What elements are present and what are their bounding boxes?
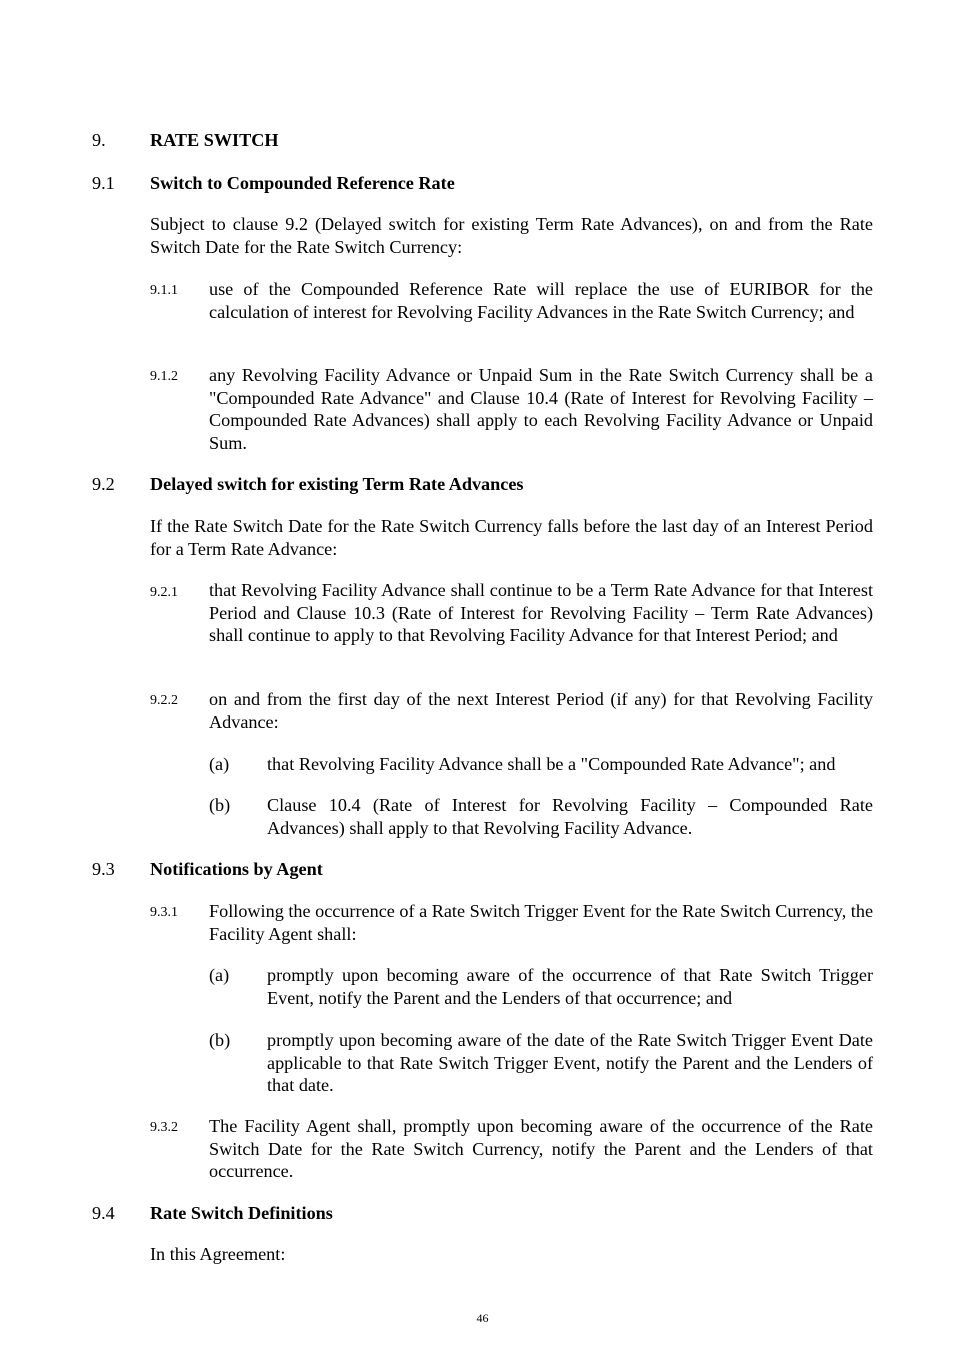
- item-number-9-2-2: 9.2.2: [150, 693, 178, 708]
- clause-intro-9-2: If the Rate Switch Date for the Rate Switch Currency falls before the last day of an Interest Period for a Term Rate Advance:: [150, 516, 873, 559]
- clause-heading-9-3: Notifications by Agent: [150, 859, 323, 879]
- item-text-9-1-2: any Revolving Facility Advance or Unpaid Sum in the Rate Switch Currency shall be a "Compounded Rate Advance" and Clause 10.4 (Rate of Interest for Revolving Facility – Compounded Rate Advances) shall apply to each Revolving Facility Advance or Unpaid Sum.: [209, 365, 873, 453]
- section-number: 9.: [92, 130, 106, 150]
- item-number-9-1-2: 9.1.2: [150, 369, 178, 384]
- subitem-label-9-3-1-a: (a): [209, 965, 230, 985]
- item-number-9-2-1: 9.2.1: [150, 585, 178, 600]
- subitem-text-9-2-2-a: that Revolving Facility Advance shall be a "Compounded Rate Advance"; and: [267, 754, 836, 774]
- subitem-label-9-2-2-a: (a): [209, 754, 230, 774]
- subitem-text-9-3-1-a: promptly upon becoming aware of the occurrence of that Rate Switch Trigger Event, notify the Parent and the Lenders of that occurrence; and: [267, 965, 873, 1008]
- item-text-9-3-1: Following the occurrence of a Rate Switch Trigger Event for the Rate Switch Currency, the Facility Agent shall:: [209, 901, 874, 944]
- item-number-9-1-1: 9.1.1: [150, 283, 178, 298]
- item-text-9-2-1: that Revolving Facility Advance shall continue to be a Term Rate Advance for that Interest Period and Clause 10.3 (Rate of Interest for Revolving Facility – Term Rate Advances) shall continue to apply to that Revolving Facility Advance for that Interest Period; and: [209, 580, 873, 645]
- clause-heading-9-2: Delayed switch for existing Term Rate Advances: [150, 474, 524, 494]
- subitem-label-9-3-1-b: (b): [209, 1030, 231, 1050]
- subitem-text-9-2-2-b: Clause 10.4 (Rate of Interest for Revolving Facility – Compounded Rate Advances) shall apply to that Revolving Facility Advance.: [267, 795, 873, 838]
- clause-number-9-3: 9.3: [92, 859, 115, 879]
- item-number-9-3-1: 9.3.1: [150, 905, 178, 920]
- page-number: 46: [476, 1311, 489, 1325]
- subitem-text-9-3-1-b: promptly upon becoming aware of the date of the Rate Switch Trigger Event Date applicable to that Rate Switch Trigger Event, notify the Parent and the Lenders of that date.: [267, 1030, 873, 1095]
- clause-number-9-1: 9.1: [92, 173, 115, 193]
- item-text-9-1-1: use of the Compounded Reference Rate will replace the use of EURIBOR for the calculation of interest for Revolving Facility Advances in the Rate Switch Currency; and: [209, 279, 873, 322]
- clause-number-9-2: 9.2: [92, 474, 115, 494]
- clause-heading-9-1: Switch to Compounded Reference Rate: [150, 173, 455, 193]
- clause-number-9-4: 9.4: [92, 1203, 115, 1223]
- clause-intro-9-1: Subject to clause 9.2 (Delayed switch for existing Term Rate Advances), on and from the Rate Switch Date for the Rate Switch Currency:: [150, 214, 873, 257]
- item-text-9-2-2: on and from the first day of the next Interest Period (if any) for that Revolving Facility Advance:: [209, 689, 873, 732]
- section-title: RATE SWITCH: [150, 130, 279, 150]
- item-text-9-3-2: The Facility Agent shall, promptly upon becoming aware of the occurrence of the Rate Switch Date for the Rate Switch Currency, notify the Parent and the Lenders of that occurrence.: [209, 1116, 873, 1181]
- subitem-label-9-2-2-b: (b): [209, 795, 231, 815]
- clause-heading-9-4: Rate Switch Definitions: [150, 1203, 333, 1223]
- item-number-9-3-2: 9.3.2: [150, 1120, 178, 1135]
- clause-intro-9-4: In this Agreement:: [150, 1244, 286, 1264]
